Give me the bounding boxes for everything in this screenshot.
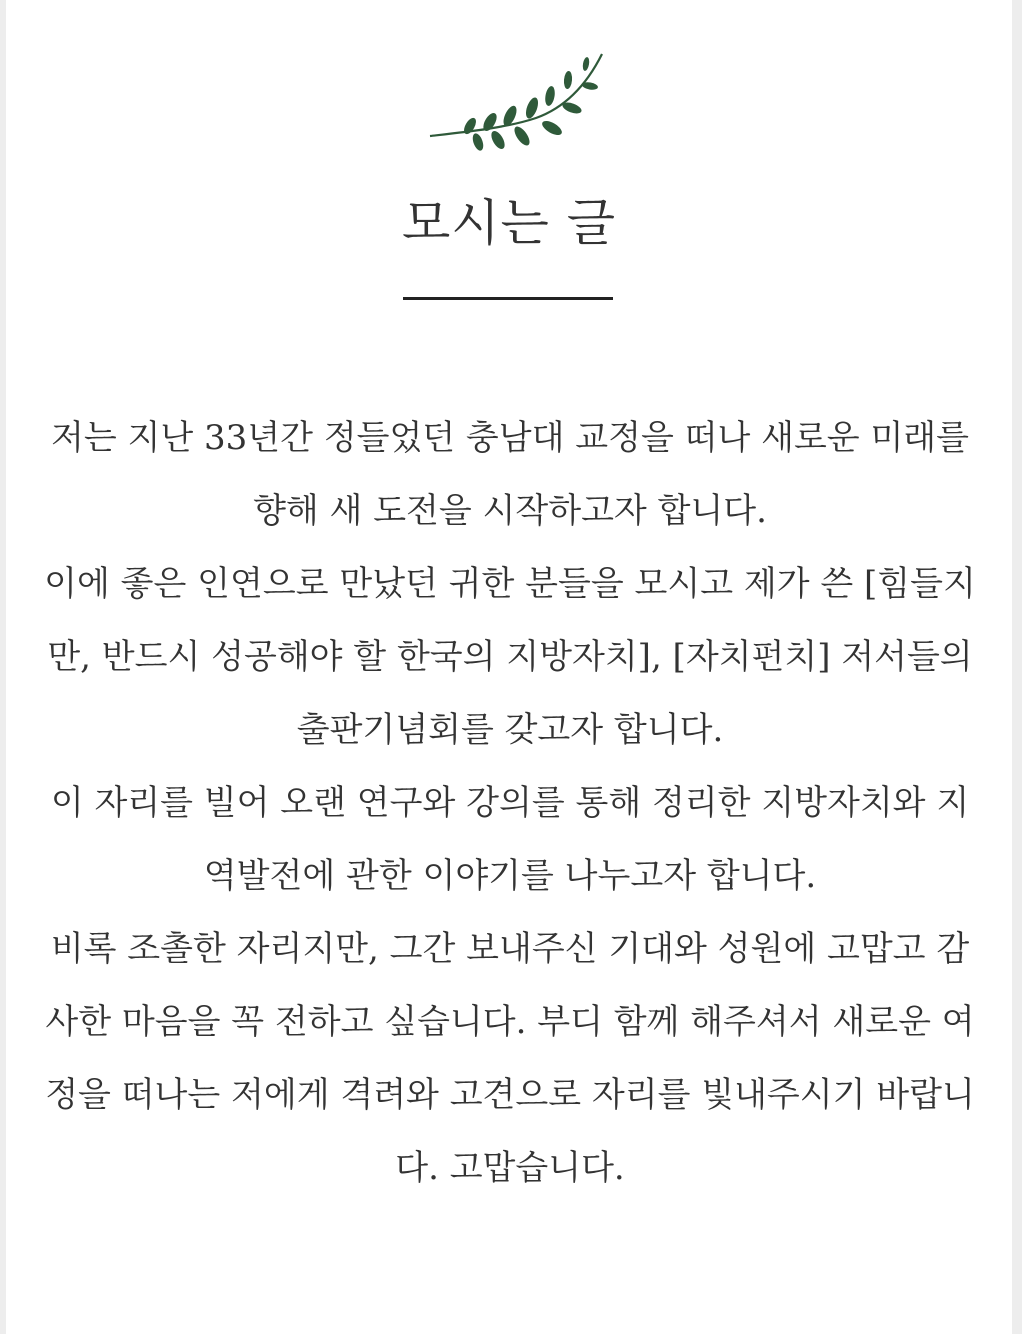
paragraph-topic: 이 자리를 빌어 오랜 연구와 강의를 통해 정리한 지방자치와 지역발전에 관한 이야기를 나누고자 합니다. — [50, 783, 970, 896]
olive-branch-icon — [426, 46, 608, 154]
invitation-card — [6, 0, 1012, 1334]
paragraph-closing: 비록 조촐한 자리지만, 그간 보내주신 기대와 성원에 고맙고 감사한 마음을 꼭 전하고 싶습니다. 부디 함께 해주셔서 새로운 여정을 떠나는 저에게 격려와 고견으로 자리를 빛내주시기 바랍니다. 고맙습니다. — [45, 929, 975, 1188]
paragraph-intro: 저는 지난 33년간 정들었던 충남대 교정을 떠나 새로운 미래를 향해 새 도전을 시작하고자 합니다. — [51, 418, 969, 531]
paragraph-event: 이에 좋은 인연으로 만났던 귀한 분들을 모시고 제가 쓴 [힘들지만, 반드시 성공해야 할 한국의 지방자치], [자치펀치] 저서들의 출판기념회를 갖고자 합니다. — [44, 564, 976, 750]
invitation-body — [40, 402, 980, 1205]
title-divider — [403, 297, 613, 300]
page-title: 모시는 글 — [401, 194, 617, 252]
